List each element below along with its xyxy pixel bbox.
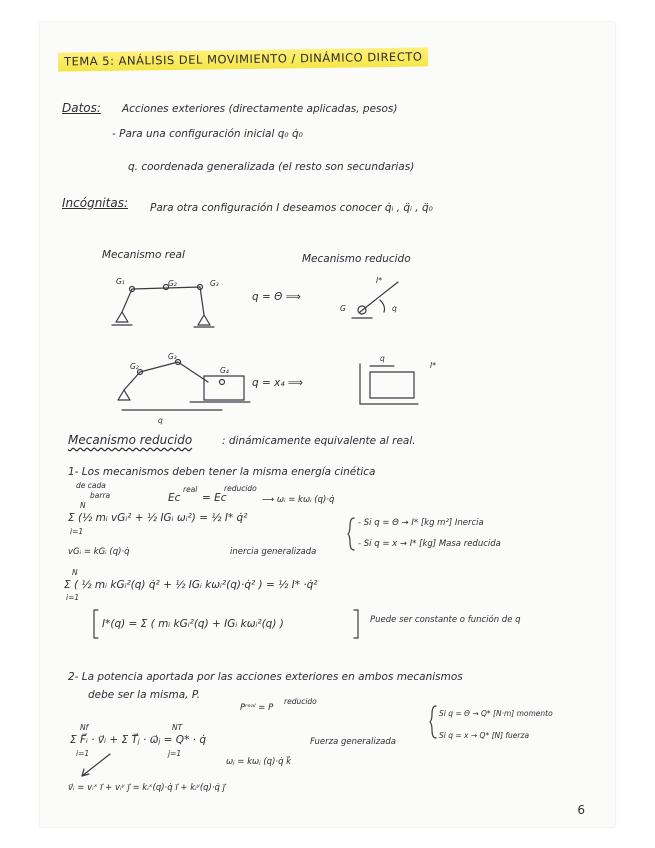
four-bar-linkage-diagram [100, 267, 230, 327]
velocity-equation: v⃗ᵢ = vᵢˣ i⃗ + vᵢʸ j⃗ = kᵢˣ(q)·q̇ i⃗ + kᵢʸ(q)·q̇ j⃗ [68, 783, 226, 793]
reducido-label: Mecanismo reducido [68, 433, 193, 447]
sum-i1: i=1 [76, 749, 90, 758]
sum-j1: j=1 [168, 749, 182, 758]
diagram1-eq: q = Θ ⟹ [252, 291, 301, 303]
datos-line2: - Para una configuración inicial q₀ q̇₀ [112, 128, 303, 140]
brace-1 [348, 516, 356, 552]
vg-relation: vGᵢ = kGᵢ (q)·q̇ [68, 547, 130, 557]
istar-label-1: I* [376, 276, 382, 285]
g3-label-2: G₃ [168, 352, 177, 361]
case-fuerza: Si q = x → Q* [N] fuerza [439, 731, 530, 740]
omega-relation: ⟶ ωᵢ = kωᵢ (q)·q̇ [262, 495, 335, 505]
sum1-i: i=1 [70, 527, 84, 536]
big-energy-equation: Σ ( ½ mᵢ kGᵢ²(q) q̇² + ½ IGᵢ kωᵢ²(q)·q̇² ) = ½ I* ·q̇² [64, 579, 318, 591]
arrow-to-v [76, 749, 116, 782]
q-bottom-label: q [158, 416, 163, 425]
brace-2 [430, 704, 438, 740]
g2-label-2: G₂ [130, 362, 139, 371]
sum2-i: i=1 [66, 593, 80, 602]
g3-label: G₃ [210, 279, 219, 288]
datos-line1: Acciones exteriores (directamente aplicadas, pesos) [122, 103, 398, 115]
potencia-reducido: reducido [284, 697, 317, 706]
g1-label: G₁ [116, 277, 125, 286]
incognitas-text: Para otra configuración I deseamos conocer q̇ᵢ , q̈ᵢ , q̈₀ [150, 202, 433, 214]
ec-reducido-label: = Ec [202, 492, 227, 504]
reduced-slider-diagram [358, 362, 428, 412]
ec-real-sup: real [183, 485, 198, 494]
fuerza-generalizada: Fuerza generalizada [310, 737, 396, 747]
point2-text: 2- La potencia aportada por las acciones exteriores en ambos mecanismos [68, 671, 463, 683]
omega-j-relation: ωⱼ = kωⱼ (q)·q̇ k⃗ [226, 757, 292, 767]
q-top-label: q [380, 354, 385, 363]
istar-equation: I*(q) = Σ ( mᵢ kGᵢ²(q) + IGᵢ kωᵢ²(q) ) [102, 618, 284, 630]
page-number: 6 [577, 803, 585, 817]
point1-text: 1- Los mecanismos deben tener la misma energía cinética [68, 466, 376, 478]
reducido-text: : dinámicamente equivalente al real. [222, 435, 416, 447]
datos-label: Datos: [62, 101, 101, 115]
g2-label: G₂ [168, 279, 177, 288]
note-de-cada: de cada [76, 481, 106, 490]
q-label-1: q [392, 304, 397, 313]
sum-nf: Nf [80, 723, 89, 732]
istar-label-2: I* [430, 361, 436, 370]
potencia-real: Pʳᵉᵃˡ = P [240, 703, 274, 713]
note-barra: barra [90, 491, 111, 500]
datos-line3: q. coordenada generalizada (el resto son secundarias) [128, 161, 415, 173]
page-title: TEMA 5: ANÁLISIS DEL MOVIMIENTO / DINÁMICO DIRECTO [58, 47, 429, 71]
point2-text2: debe ser la misma, P. [88, 689, 201, 701]
ec-reducido-sup: reducido [224, 484, 257, 493]
g-label: G [340, 304, 346, 313]
g4-label-2: G₄ [220, 366, 229, 375]
sum-nt: NT [172, 723, 183, 732]
power-equation: Σ F⃗ᵢ · v⃗ᵢ + Σ T⃗ⱼ · ω⃗ⱼ = Q* · q̇ [70, 734, 206, 746]
diagram2-eq: q = x₄ ⟹ [252, 377, 303, 389]
incognitas-label: Incógnitas: [62, 196, 128, 210]
energy-equation: Σ (½ mᵢ vGᵢ² + ½ IGᵢ ωᵢ²) = ½ I* q̇² [68, 512, 248, 524]
case-masa-reducida: - Si q = x → I* [kg] Masa reducida [358, 539, 501, 549]
case-momento: Si q = Θ → Q* [N·m] momento [439, 709, 553, 718]
constante-note: Puede ser constante o función de q [370, 615, 521, 625]
mecanismo-reducido-caption: Mecanismo reducido [302, 253, 411, 265]
slider-crank-diagram [100, 342, 260, 422]
inercia-generalizada: inercia generalizada [230, 547, 317, 557]
sum1-n: N [80, 501, 86, 510]
case-inercia: - Si q = Θ → I* [kg m²] Inercia [358, 518, 484, 528]
ec-real-label: Ec [168, 492, 181, 504]
mecanismo-real-caption: Mecanismo real [102, 249, 185, 261]
sum2-n: N [72, 568, 78, 577]
notes-page [40, 22, 615, 827]
